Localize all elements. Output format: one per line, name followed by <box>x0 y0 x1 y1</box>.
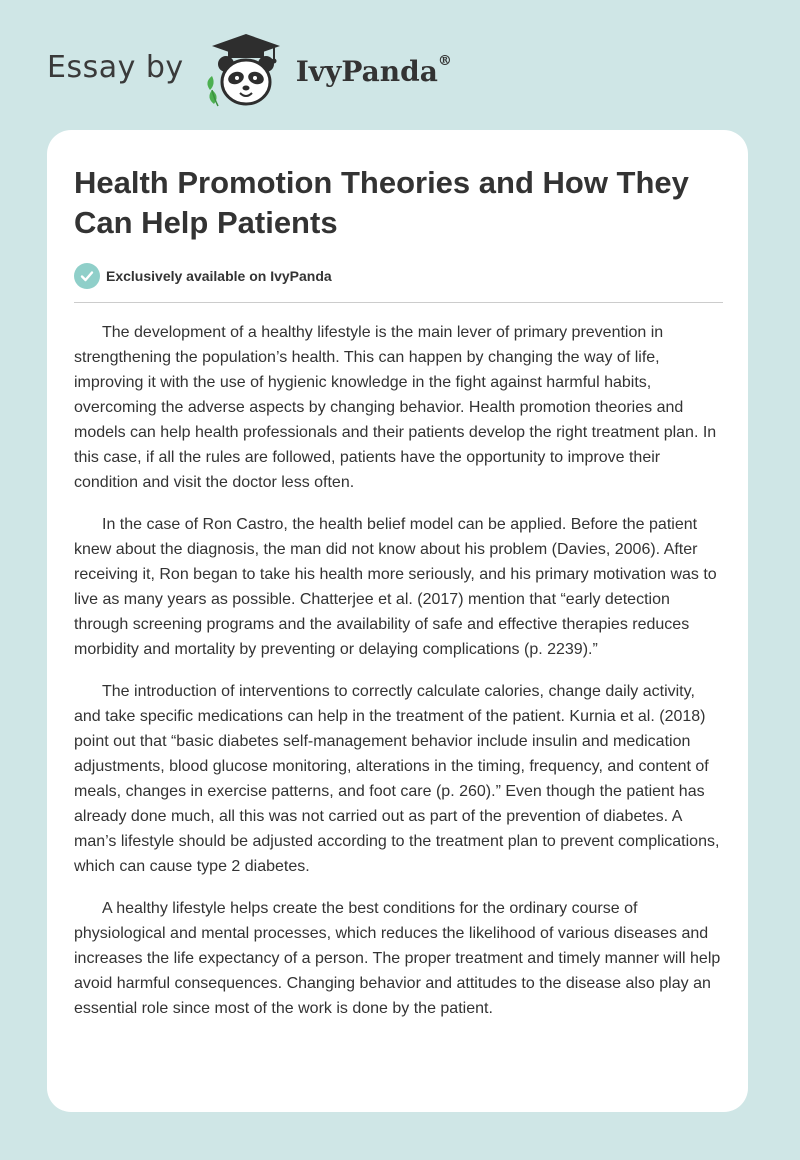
paragraph: In the case of Ron Castro, the health belief model can be applied. Before the patient knew about the diagnosis, the man did not know about his problem (Davies, 2006). After receiving it, Ron began to take his health more seriously, and his primary motivation was to live as many years as possible. Chatterjee et al. (2017) mention that “early detection through screening programs and the availability of safe and effective therapies reduces morbidity and mortality by preventing or delaying complications (p. 2239).” <box>74 516 717 658</box>
paragraph: The introduction of interventions to correctly calculate calories, change daily activity, and take specific medications can help in the treatment of the patient. Kurnia et al. (2018) point out that “basic diabetes self-management behavior include insulin and medication adjustments, blood glucose monitoring, alterations in the timing, frequency, and content of meals, changes in exercise patterns, and foot care (p. 260).” Even though the patient has already done much, all this was not carried out as part of the prevention of diabetes. A man’s lifestyle should be adjusted according to the treatment plan to prevent complications, which can cause type 2 diabetes. <box>74 683 720 875</box>
site-header <box>47 30 452 110</box>
essay-body <box>74 320 726 1038</box>
essay-card <box>47 130 748 1112</box>
divider <box>74 302 723 303</box>
ivypanda-logo-icon[interactable] <box>200 30 292 110</box>
checkmark-icon <box>74 263 100 289</box>
essay-title: Health Promotion Theories and How They Can Help Patients <box>74 165 689 240</box>
exclusive-label: Exclusively available on IvyPanda <box>106 268 332 284</box>
exclusive-badge <box>74 263 332 289</box>
essay-by-label: Essay by <box>47 49 184 85</box>
paragraph: A healthy lifestyle helps create the best conditions for the ordinary course of physiological and mental processes, which reduces the likelihood of various diseases and increases the life expectancy of a person. The proper treatment and timely manner will help avoid harmful consequences. Changing behavior and attitudes to the disease also play an essential role since most of the work is done by the patient. <box>74 900 721 1017</box>
brand-name[interactable]: IvyPanda® <box>295 52 452 88</box>
paragraph: The development of a healthy lifestyle is the main lever of primary prevention in strengthening the population’s health. This can happen by changing the way of life, improving it with the use of hygienic knowledge in the fight against harmful habits, overcoming the adverse aspects by changing behavior. Health promotion theories and models can help health professionals and their patients develop the right treatment plan. In this case, if all the rules are followed, patients have the opportunity to improve their condition and visit the doctor less often. <box>74 324 717 491</box>
